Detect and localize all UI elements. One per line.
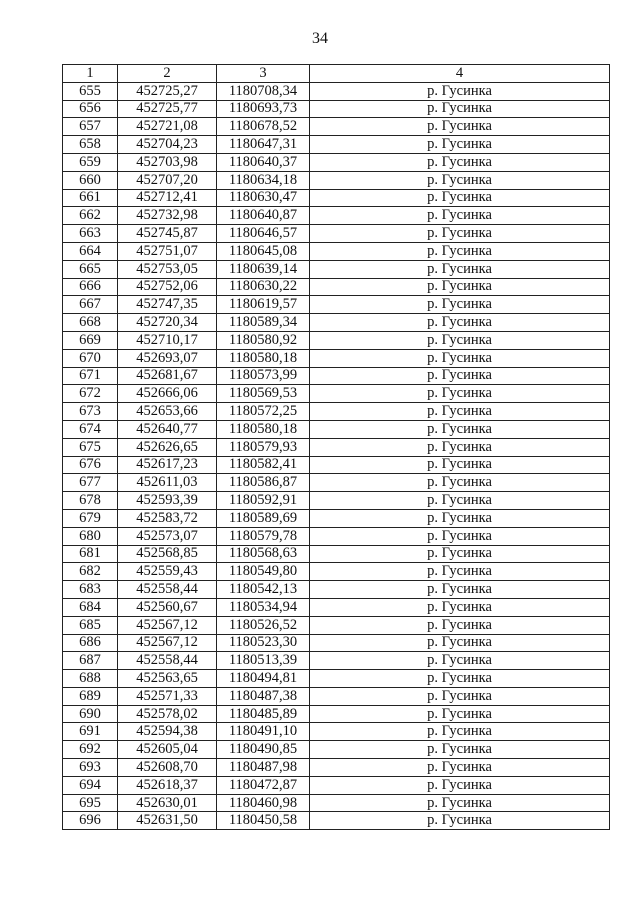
x-coordinate-cell: 452568,85 <box>118 545 217 563</box>
table-row <box>63 349 610 367</box>
y-coordinate-cell: 1180472,87 <box>217 776 310 794</box>
y-coordinate-cell: 1180487,38 <box>217 687 310 705</box>
y-coordinate-cell: 1180450,58 <box>217 812 310 830</box>
table-row <box>63 153 610 171</box>
x-coordinate-cell: 452707,20 <box>118 171 217 189</box>
table-row <box>63 741 610 759</box>
y-coordinate-cell: 1180640,37 <box>217 153 310 171</box>
point-number-cell: 695 <box>63 794 118 812</box>
table-row <box>63 420 610 438</box>
place-name-cell: р. Гусинка <box>310 474 610 492</box>
point-number-cell: 688 <box>63 670 118 688</box>
table-row <box>63 812 610 830</box>
x-coordinate-cell: 452630,01 <box>118 794 217 812</box>
point-number-cell: 690 <box>63 705 118 723</box>
place-name-cell: р. Гусинка <box>310 616 610 634</box>
table-row <box>63 456 610 474</box>
x-coordinate-cell: 452558,44 <box>118 581 217 599</box>
point-number-cell: 689 <box>63 687 118 705</box>
x-coordinate-cell: 452704,23 <box>118 136 217 154</box>
header-row <box>63 65 610 83</box>
y-coordinate-cell: 1180523,30 <box>217 634 310 652</box>
table-row <box>63 331 610 349</box>
table-row <box>63 242 610 260</box>
y-coordinate-cell: 1180487,98 <box>217 759 310 777</box>
table-row <box>63 296 610 314</box>
table-row <box>63 509 610 527</box>
point-number-cell: 658 <box>63 136 118 154</box>
place-name-cell: р. Гусинка <box>310 741 610 759</box>
place-name-cell: р. Гусинка <box>310 367 610 385</box>
point-number-cell: 679 <box>63 509 118 527</box>
table-row <box>63 759 610 777</box>
x-coordinate-cell: 452560,67 <box>118 598 217 616</box>
coordinates-table <box>62 64 610 830</box>
point-number-cell: 656 <box>63 100 118 118</box>
y-coordinate-cell: 1180645,08 <box>217 242 310 260</box>
y-coordinate-cell: 1180580,92 <box>217 331 310 349</box>
x-coordinate-cell: 452721,08 <box>118 118 217 136</box>
point-number-cell: 671 <box>63 367 118 385</box>
table-row <box>63 563 610 581</box>
place-name-cell: р. Гусинка <box>310 331 610 349</box>
x-coordinate-cell: 452608,70 <box>118 759 217 777</box>
x-coordinate-cell: 452725,27 <box>118 82 217 100</box>
x-coordinate-cell: 452617,23 <box>118 456 217 474</box>
table-row <box>63 260 610 278</box>
table-row <box>63 545 610 563</box>
place-name-cell: р. Гусинка <box>310 812 610 830</box>
x-coordinate-cell: 452752,06 <box>118 278 217 296</box>
x-coordinate-cell: 452631,50 <box>118 812 217 830</box>
place-name-cell: р. Гусинка <box>310 225 610 243</box>
place-name-cell: р. Гусинка <box>310 349 610 367</box>
place-name-cell: р. Гусинка <box>310 581 610 599</box>
point-number-cell: 657 <box>63 118 118 136</box>
place-name-cell: р. Гусинка <box>310 118 610 136</box>
place-name-cell: р. Гусинка <box>310 314 610 332</box>
place-name-cell: р. Гусинка <box>310 634 610 652</box>
y-coordinate-cell: 1180485,89 <box>217 705 310 723</box>
place-name-cell: р. Гусинка <box>310 403 610 421</box>
x-coordinate-cell: 452751,07 <box>118 242 217 260</box>
x-coordinate-cell: 452693,07 <box>118 349 217 367</box>
point-number-cell: 675 <box>63 438 118 456</box>
table-row <box>63 136 610 154</box>
header-col-2: 2 <box>118 65 217 83</box>
x-coordinate-cell: 452725,77 <box>118 100 217 118</box>
y-coordinate-cell: 1180646,57 <box>217 225 310 243</box>
y-coordinate-cell: 1180630,22 <box>217 278 310 296</box>
table-row <box>63 527 610 545</box>
table-body <box>63 82 610 829</box>
point-number-cell: 683 <box>63 581 118 599</box>
y-coordinate-cell: 1180579,78 <box>217 527 310 545</box>
point-number-cell: 662 <box>63 207 118 225</box>
point-number-cell: 693 <box>63 759 118 777</box>
table-row <box>63 385 610 403</box>
place-name-cell: р. Гусинка <box>310 153 610 171</box>
y-coordinate-cell: 1180693,73 <box>217 100 310 118</box>
place-name-cell: р. Гусинка <box>310 100 610 118</box>
place-name-cell: р. Гусинка <box>310 385 610 403</box>
table-row <box>63 705 610 723</box>
y-coordinate-cell: 1180573,99 <box>217 367 310 385</box>
table-row <box>63 100 610 118</box>
point-number-cell: 696 <box>63 812 118 830</box>
point-number-cell: 670 <box>63 349 118 367</box>
table-row <box>63 492 610 510</box>
place-name-cell: р. Гусинка <box>310 670 610 688</box>
table-row <box>63 171 610 189</box>
y-coordinate-cell: 1180494,81 <box>217 670 310 688</box>
place-name-cell: р. Гусинка <box>310 207 610 225</box>
y-coordinate-cell: 1180460,98 <box>217 794 310 812</box>
x-coordinate-cell: 452710,17 <box>118 331 217 349</box>
y-coordinate-cell: 1180589,69 <box>217 509 310 527</box>
point-number-cell: 692 <box>63 741 118 759</box>
y-coordinate-cell: 1180491,10 <box>217 723 310 741</box>
x-coordinate-cell: 452732,98 <box>118 207 217 225</box>
place-name-cell: р. Гусинка <box>310 189 610 207</box>
point-number-cell: 669 <box>63 331 118 349</box>
table-row <box>63 207 610 225</box>
y-coordinate-cell: 1180513,39 <box>217 652 310 670</box>
point-number-cell: 655 <box>63 82 118 100</box>
point-number-cell: 687 <box>63 652 118 670</box>
point-number-cell: 663 <box>63 225 118 243</box>
y-coordinate-cell: 1180568,63 <box>217 545 310 563</box>
table-row <box>63 616 610 634</box>
y-coordinate-cell: 1180582,41 <box>217 456 310 474</box>
x-coordinate-cell: 452573,07 <box>118 527 217 545</box>
y-coordinate-cell: 1180592,91 <box>217 492 310 510</box>
x-coordinate-cell: 452578,02 <box>118 705 217 723</box>
point-number-cell: 682 <box>63 563 118 581</box>
place-name-cell: р. Гусинка <box>310 456 610 474</box>
table-row <box>63 278 610 296</box>
point-number-cell: 686 <box>63 634 118 652</box>
y-coordinate-cell: 1180630,47 <box>217 189 310 207</box>
x-coordinate-cell: 452583,72 <box>118 509 217 527</box>
y-coordinate-cell: 1180678,52 <box>217 118 310 136</box>
table-header <box>63 65 610 83</box>
point-number-cell: 685 <box>63 616 118 634</box>
y-coordinate-cell: 1180647,31 <box>217 136 310 154</box>
point-number-cell: 681 <box>63 545 118 563</box>
place-name-cell: р. Гусинка <box>310 438 610 456</box>
y-coordinate-cell: 1180542,13 <box>217 581 310 599</box>
table-row <box>63 598 610 616</box>
x-coordinate-cell: 452720,34 <box>118 314 217 332</box>
table-row <box>63 687 610 705</box>
x-coordinate-cell: 452559,43 <box>118 563 217 581</box>
y-coordinate-cell: 1180572,25 <box>217 403 310 421</box>
point-number-cell: 666 <box>63 278 118 296</box>
header-col-4: 4 <box>310 65 610 83</box>
y-coordinate-cell: 1180586,87 <box>217 474 310 492</box>
y-coordinate-cell: 1180639,14 <box>217 260 310 278</box>
place-name-cell: р. Гусинка <box>310 296 610 314</box>
x-coordinate-cell: 452747,35 <box>118 296 217 314</box>
point-number-cell: 694 <box>63 776 118 794</box>
x-coordinate-cell: 452618,37 <box>118 776 217 794</box>
place-name-cell: р. Гусинка <box>310 545 610 563</box>
y-coordinate-cell: 1180549,80 <box>217 563 310 581</box>
place-name-cell: р. Гусинка <box>310 563 610 581</box>
point-number-cell: 659 <box>63 153 118 171</box>
point-number-cell: 664 <box>63 242 118 260</box>
x-coordinate-cell: 452567,12 <box>118 616 217 634</box>
x-coordinate-cell: 452653,66 <box>118 403 217 421</box>
place-name-cell: р. Гусинка <box>310 527 610 545</box>
point-number-cell: 684 <box>63 598 118 616</box>
place-name-cell: р. Гусинка <box>310 794 610 812</box>
x-coordinate-cell: 452681,67 <box>118 367 217 385</box>
x-coordinate-cell: 452594,38 <box>118 723 217 741</box>
page-number: 34 <box>312 30 328 47</box>
x-coordinate-cell: 452626,65 <box>118 438 217 456</box>
y-coordinate-cell: 1180490,85 <box>217 741 310 759</box>
x-coordinate-cell: 452593,39 <box>118 492 217 510</box>
point-number-cell: 667 <box>63 296 118 314</box>
y-coordinate-cell: 1180579,93 <box>217 438 310 456</box>
table-row <box>63 581 610 599</box>
point-number-cell: 676 <box>63 456 118 474</box>
place-name-cell: р. Гусинка <box>310 723 610 741</box>
x-coordinate-cell: 452666,06 <box>118 385 217 403</box>
place-name-cell: р. Гусинка <box>310 492 610 510</box>
y-coordinate-cell: 1180580,18 <box>217 420 310 438</box>
y-coordinate-cell: 1180589,34 <box>217 314 310 332</box>
point-number-cell: 668 <box>63 314 118 332</box>
y-coordinate-cell: 1180708,34 <box>217 82 310 100</box>
place-name-cell: р. Гусинка <box>310 705 610 723</box>
x-coordinate-cell: 452753,05 <box>118 260 217 278</box>
place-name-cell: р. Гусинка <box>310 509 610 527</box>
table-row <box>63 189 610 207</box>
table-row <box>63 118 610 136</box>
x-coordinate-cell: 452712,41 <box>118 189 217 207</box>
point-number-cell: 672 <box>63 385 118 403</box>
table-row <box>63 670 610 688</box>
place-name-cell: р. Гусинка <box>310 82 610 100</box>
table-row <box>63 225 610 243</box>
place-name-cell: р. Гусинка <box>310 171 610 189</box>
point-number-cell: 680 <box>63 527 118 545</box>
y-coordinate-cell: 1180569,53 <box>217 385 310 403</box>
header-col-1: 1 <box>63 65 118 83</box>
table-row <box>63 634 610 652</box>
point-number-cell: 673 <box>63 403 118 421</box>
table-row <box>63 776 610 794</box>
place-name-cell: р. Гусинка <box>310 759 610 777</box>
table-row <box>63 474 610 492</box>
point-number-cell: 665 <box>63 260 118 278</box>
x-coordinate-cell: 452605,04 <box>118 741 217 759</box>
place-name-cell: р. Гусинка <box>310 420 610 438</box>
x-coordinate-cell: 452611,03 <box>118 474 217 492</box>
point-number-cell: 660 <box>63 171 118 189</box>
y-coordinate-cell: 1180634,18 <box>217 171 310 189</box>
place-name-cell: р. Гусинка <box>310 278 610 296</box>
place-name-cell: р. Гусинка <box>310 776 610 794</box>
y-coordinate-cell: 1180534,94 <box>217 598 310 616</box>
point-number-cell: 691 <box>63 723 118 741</box>
table-row <box>63 794 610 812</box>
place-name-cell: р. Гусинка <box>310 136 610 154</box>
table-row <box>63 438 610 456</box>
place-name-cell: р. Гусинка <box>310 687 610 705</box>
header-col-3: 3 <box>217 65 310 83</box>
table-row <box>63 314 610 332</box>
table-row <box>63 723 610 741</box>
x-coordinate-cell: 452571,33 <box>118 687 217 705</box>
place-name-cell: р. Гусинка <box>310 242 610 260</box>
x-coordinate-cell: 452558,44 <box>118 652 217 670</box>
place-name-cell: р. Гусинка <box>310 260 610 278</box>
place-name-cell: р. Гусинка <box>310 598 610 616</box>
point-number-cell: 678 <box>63 492 118 510</box>
point-number-cell: 674 <box>63 420 118 438</box>
y-coordinate-cell: 1180640,87 <box>217 207 310 225</box>
table-row <box>63 403 610 421</box>
table-row <box>63 652 610 670</box>
x-coordinate-cell: 452563,65 <box>118 670 217 688</box>
y-coordinate-cell: 1180526,52 <box>217 616 310 634</box>
place-name-cell: р. Гусинка <box>310 652 610 670</box>
x-coordinate-cell: 452703,98 <box>118 153 217 171</box>
table-row <box>63 367 610 385</box>
x-coordinate-cell: 452745,87 <box>118 225 217 243</box>
x-coordinate-cell: 452640,77 <box>118 420 217 438</box>
y-coordinate-cell: 1180619,57 <box>217 296 310 314</box>
point-number-cell: 677 <box>63 474 118 492</box>
y-coordinate-cell: 1180580,18 <box>217 349 310 367</box>
x-coordinate-cell: 452567,12 <box>118 634 217 652</box>
table-row <box>63 82 610 100</box>
point-number-cell: 661 <box>63 189 118 207</box>
